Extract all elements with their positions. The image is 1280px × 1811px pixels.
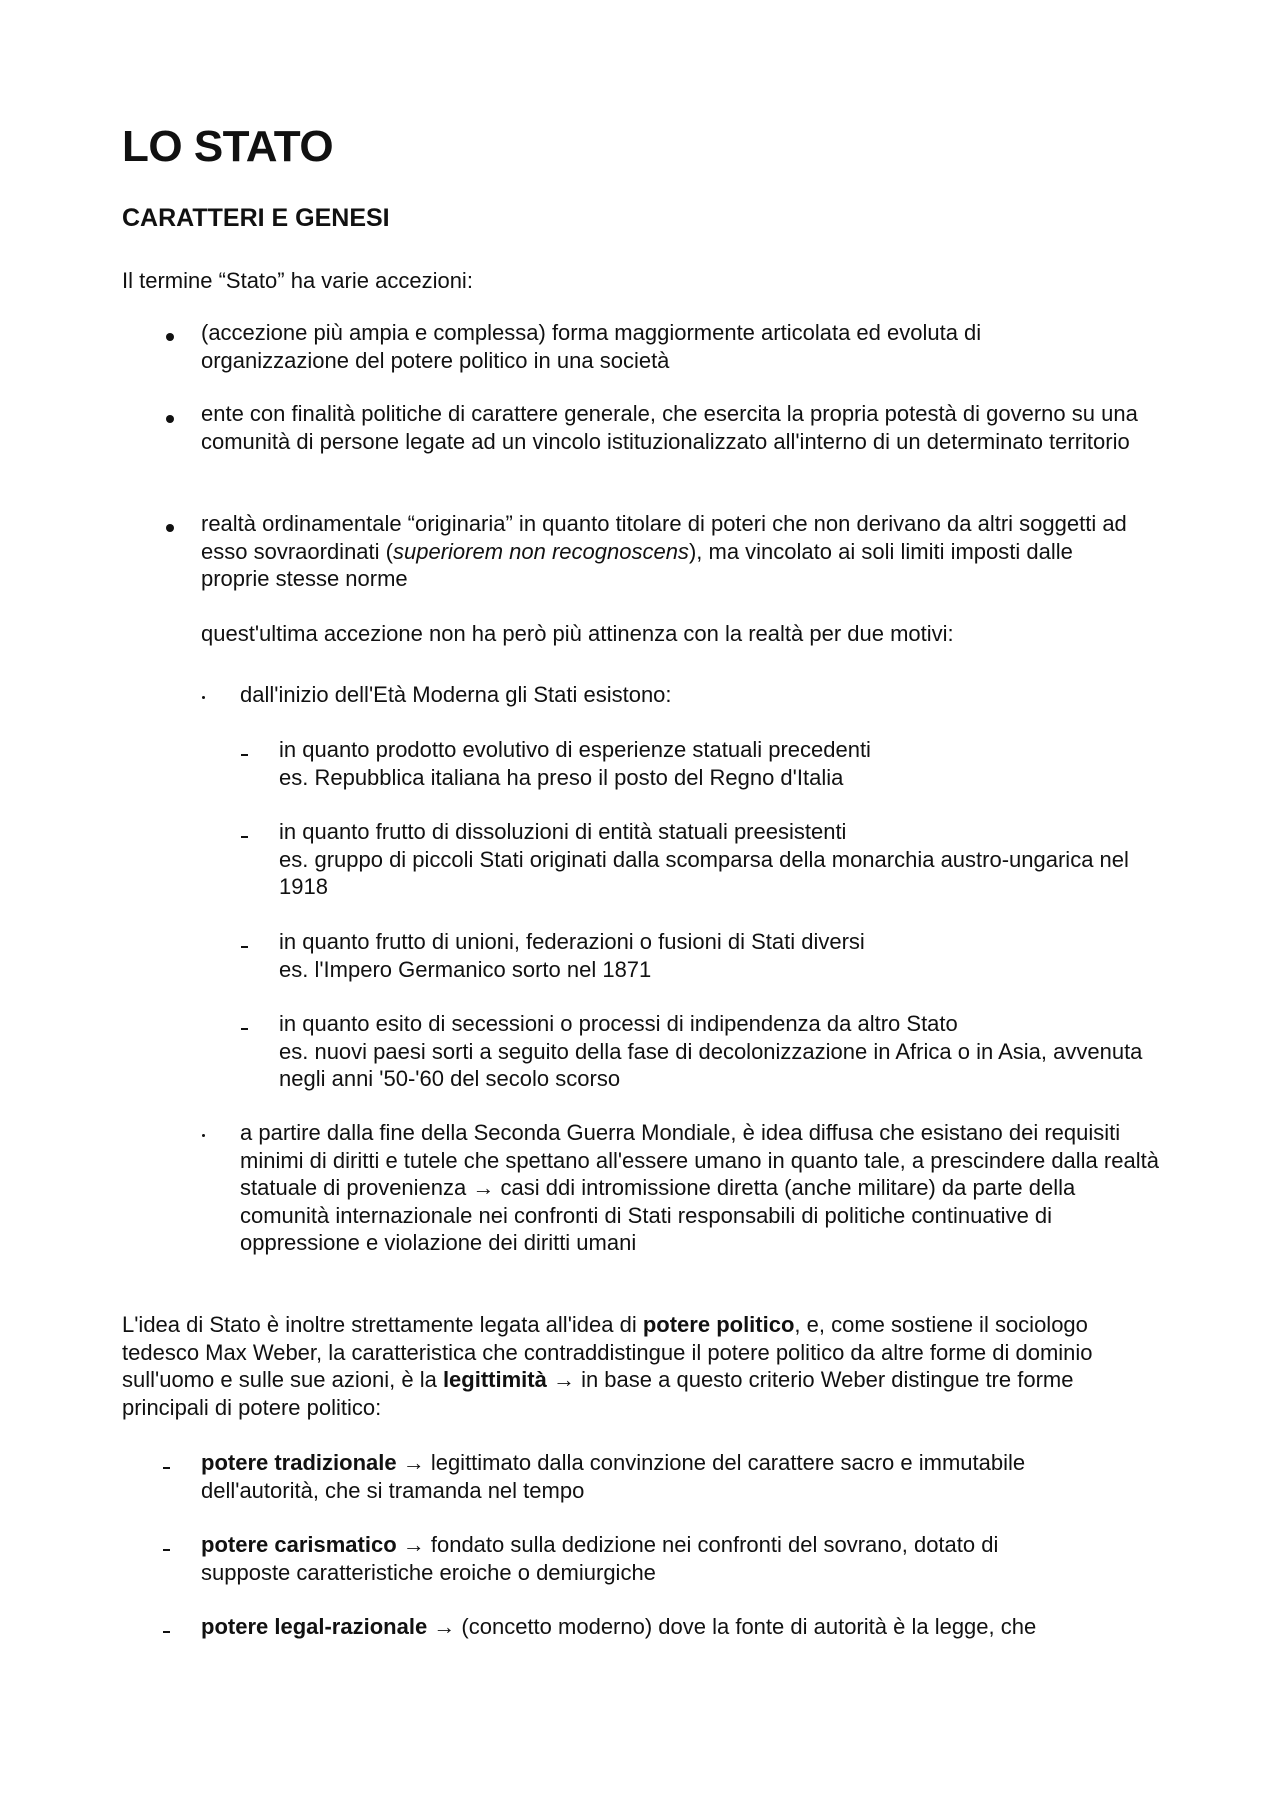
dash-marker (163, 1467, 170, 1469)
motive-item: dall'inizio dell'Età Moderna gli Stati esistono: (240, 682, 672, 707)
sub-item: in quanto prodotto evolutivo di esperienze statuali precedenti es. Repubblica italiana ha preso il posto del Regno d'Italia (279, 737, 871, 790)
dash-marker (241, 946, 248, 948)
sub-bullet-dot (202, 696, 205, 699)
sub-item: in quanto frutto di dissoluzioni di entità statuali preesistenti es. gruppo di piccoli Stati originati dalla scomparsa della monarchia austro-ungarica nel 1918 (279, 819, 1129, 899)
dash-marker (241, 836, 248, 838)
dash-marker (241, 1028, 248, 1030)
section-title: CARATTERI E GENESI (122, 204, 390, 232)
sub-bullet-dot (202, 1134, 205, 1137)
power-item: potere legal-razionale → (concetto moderno) dove la fonte di autorità è la legge, che (201, 1614, 1037, 1639)
bullet-dot (166, 415, 174, 423)
intro-text: Il termine “Stato” ha varie accezioni: (122, 268, 473, 293)
dash-marker (163, 1631, 170, 1633)
power-item: potere carismatico → fondato sulla dedizione nei confronti del sovrano, dotato di supposte caratteristiche eroiche o demiurgiche (201, 1532, 999, 1585)
list-item: realtà ordinamentale “originaria” in quanto titolare di poteri che non derivano da altri soggetti ad esso sovraordinati (superiorem non recognoscens), ma vincolato ai soli limiti imposti dalle proprie stesse norme (201, 511, 1127, 591)
note-text: quest'ultima accezione non ha però più attinenza con la realtà per due motivi: (201, 621, 954, 646)
page-title: LO STATO (122, 122, 334, 171)
list-item: ente con finalità politiche di carattere generale, che esercita la propria potestà di governo su una comunità di persone legate ad un vincolo istituzionalizzato all'interno di un determinato territorio (201, 401, 1138, 454)
power-item: potere tradizionale → legittimato dalla convinzione del carattere sacro e immutabile dell'autorità, che si tramanda nel tempo (201, 1450, 1026, 1503)
bullet-dot (166, 333, 174, 341)
document-page (122, 118, 1172, 1639)
sub-item: in quanto frutto di unioni, federazioni o fusioni di Stati diversi es. l'Impero Germanico sorto nel 1871 (279, 929, 865, 982)
dash-marker (163, 1549, 170, 1551)
weber-paragraph: L'idea di Stato è inoltre strettamente legata all'idea di potere politico, e, come sostiene il sociologo tedesco Max Weber, la caratteristica che contraddistingue il potere politico da altre forme di dominio sull'uomo e sulle sue azioni, è la legittimità → in base a questo criterio Weber distingue tre forme principali di potere politico: (122, 1312, 1093, 1420)
bullet-dot (166, 524, 174, 532)
sub-item: in quanto esito di secessioni o processi di indipendenza da altro Stato es. nuovi paesi sorti a seguito della fase di decolonizzazione in Africa o in Asia, avvenuta negli anni '50-'60 del secolo scorso (279, 1011, 1143, 1091)
list-item: (accezione più ampia e complessa) forma maggiormente articolata ed evoluta di organizzazione del potere politico in una società (201, 320, 982, 373)
motive-item: a partire dalla fine della Seconda Guerra Mondiale, è idea diffusa che esistano dei requisiti minimi di diritti e tutele che spettano all'essere umano in quanto tale, a prescindere dalla realtà statuale di provenienza → casi ddi intromissione diretta (anche militare) da parte della comunità internazionale nei confronti di Stati responsabili di politiche continuative di oppressione e violazione dei diritti umani (240, 1120, 1159, 1255)
dash-marker (241, 754, 248, 756)
